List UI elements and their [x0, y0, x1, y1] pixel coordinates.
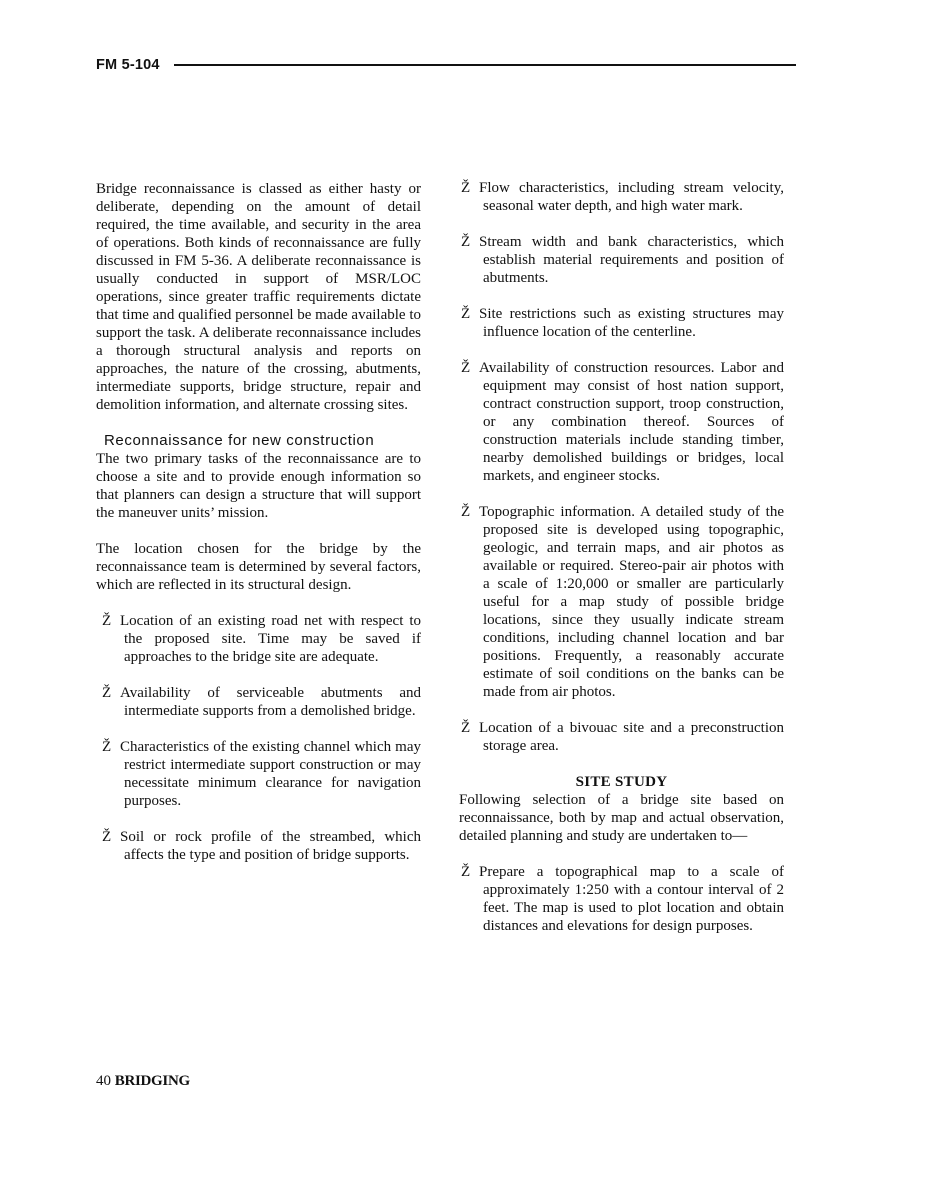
- left-column: [96, 180, 421, 882]
- list-item: Ž Stream width and bank characteristics, which establish material requirements and position of abutments.: [461, 234, 784, 286]
- list-item: Ž Site restrictions such as existing structures may influence location of the centerline.: [461, 306, 784, 340]
- intro-paragraph: Bridge reconnaissance is classed as either hasty or deliberate, depending on the amount of detail required, the time available, and security in the area of operations. Both kinds of reconnaissance are fully discussed in FM 5-36. A deliberate reconnaissance is usually conducted in support of MSR/LOC operations, since greater traffic requirements dictate that time and qualified personnel be made available to support the task. A deliberate reconnaissance includes a thorough structural analysis and reports on approaches, the nature of the crossing, abutments, intermediate supports, bridge structure, repair and demolition information, and alternate crossing sites.: [96, 181, 421, 413]
- factors-paragraph: The location chosen for the bridge by the reconnaissance team is determined by several factors, which are reflected in its structural design.: [96, 541, 421, 593]
- document-id: FM 5-104: [96, 57, 160, 73]
- site-study-list: [459, 863, 784, 935]
- bullet-glyph: Ž: [461, 720, 471, 736]
- bullet-glyph: Ž: [102, 685, 112, 701]
- list-item: Ž Soil or rock profile of the streambed, which affects the type and position of bridge supports.: [102, 829, 421, 863]
- list-item: Ž Location of a bivouac site and a preconstruction storage area.: [461, 720, 784, 754]
- tasks-paragraph: The two primary tasks of the reconnaissance are to choose a site and to provide enough information so that planners can design a structure that will support the maneuver units’ mission.: [96, 451, 421, 521]
- factor-list: [96, 612, 421, 864]
- list-item: Ž Location of an existing road net with respect to the proposed site. Time may be saved if approaches to the bridge site are adequate.: [102, 613, 421, 665]
- subheading: Reconnaissance for new construction: [104, 432, 375, 449]
- section-heading: SITE STUDY: [575, 774, 668, 790]
- list-item: Ž Availability of serviceable abutments and intermediate supports from a demolished bridge.: [102, 685, 421, 719]
- page-number: 40: [96, 1073, 111, 1089]
- bullet-glyph: Ž: [461, 234, 471, 250]
- bullet-glyph: Ž: [102, 613, 112, 629]
- bullet-glyph: Ž: [461, 504, 471, 520]
- running-header: [96, 57, 796, 77]
- list-item: Ž Topographic information. A detailed study of the proposed site is developed using topographic, geologic, and terrain maps, and air photos as available or required. Stereo-pair air photos with a scale of 1:20,000 or smaller are particularly useful for a map study of possible bridge locations, since they usually indicate stream conditions, including channel location and bar positions. Frequently, a reasonably accurate estimate of soil conditions on the banks can be made from air photos.: [461, 504, 784, 700]
- chapter-title: BRIDGING: [114, 1073, 190, 1089]
- header-rule: [174, 64, 796, 66]
- list-item: Ž Availability of construction resources. Labor and equipment may consist of host nation support, contract construction support, troop construction, or any combination thereof. Sources of construction materials include standing timber, nearby demolished buildings or bridges, local markets, and engineer stocks.: [461, 360, 784, 484]
- right-column: [459, 179, 784, 953]
- bullet-glyph: Ž: [461, 306, 471, 322]
- factor-list-continued: [459, 179, 784, 755]
- bullet-glyph: Ž: [461, 180, 471, 196]
- bullet-glyph: Ž: [461, 360, 471, 376]
- bullet-glyph: Ž: [102, 829, 112, 845]
- list-item: Ž Characteristics of the existing channel which may restrict intermediate support construction or may necessitate minimum clearance for navigation purposes.: [102, 739, 421, 809]
- list-item: Ž Prepare a topographical map to a scale of approximately 1:250 with a contour interval of 2 feet. The map is used to plot location and obtain distances and elevations for design purposes.: [461, 864, 784, 934]
- page-footer: [96, 1073, 190, 1090]
- list-item: Ž Flow characteristics, including stream velocity, seasonal water depth, and high water mark.: [461, 180, 784, 214]
- bullet-glyph: Ž: [102, 739, 112, 755]
- bullet-glyph: Ž: [461, 864, 471, 880]
- site-study-paragraph: Following selection of a bridge site based on reconnaissance, both by map and actual observation, detailed planning and study are undertaken to—: [459, 792, 784, 844]
